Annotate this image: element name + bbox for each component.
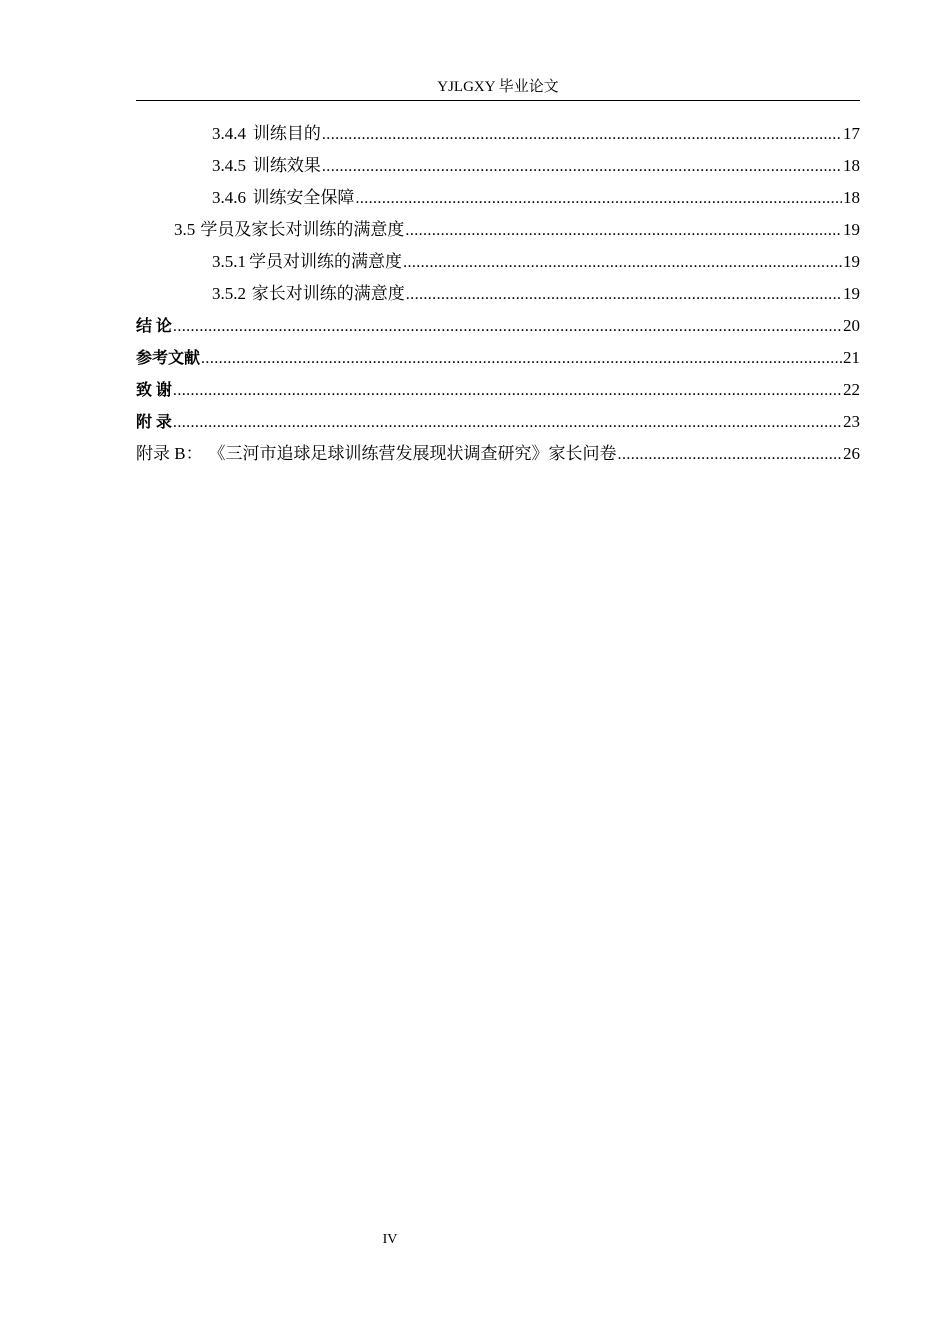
toc-entry-page: 17 xyxy=(843,124,860,143)
toc-entry-3-5-1[interactable] xyxy=(136,246,860,278)
toc-entry-title: 家长对训练的满意度 xyxy=(251,284,405,303)
toc-dot-leader xyxy=(173,311,842,343)
toc-entry-3-4-4[interactable] xyxy=(136,118,860,150)
toc-entry-page: 19 xyxy=(843,252,860,271)
table-of-contents xyxy=(136,118,860,470)
toc-entry-title: 学员及家长对训练的满意度 xyxy=(200,220,405,239)
toc-entry-page: 21 xyxy=(843,348,860,367)
toc-entry-title: 致谢 xyxy=(136,380,172,399)
toc-entry-appendix[interactable] xyxy=(136,406,860,438)
toc-dot-leader xyxy=(322,151,842,183)
toc-dot-leader xyxy=(406,279,842,311)
toc-dot-leader xyxy=(173,407,842,439)
page-header-title: YJLGXY 毕业论文 xyxy=(437,79,559,95)
toc-entry-3-4-6[interactable] xyxy=(136,182,860,214)
toc-entry-title: 《三河市追球足球训练营发展现状调查研究》家长问卷 xyxy=(208,444,617,463)
toc-entry-number: 3.4.6 xyxy=(212,188,246,207)
toc-entry-title: 训练安全保障 xyxy=(252,188,355,207)
toc-entry-acknowledgements[interactable] xyxy=(136,374,860,406)
toc-entry-page: 19 xyxy=(843,220,860,239)
header-divider xyxy=(136,100,860,101)
toc-entry-number: 3.5.1 xyxy=(212,252,246,271)
toc-entry-3-5-2[interactable] xyxy=(136,278,860,310)
toc-entry-page: 19 xyxy=(843,284,860,303)
toc-dot-leader xyxy=(322,119,842,151)
toc-entry-number: 3.5 xyxy=(174,220,196,239)
toc-entry-page: 22 xyxy=(843,380,860,399)
toc-entry-title: 训练效果 xyxy=(252,156,321,175)
toc-entry-page: 18 xyxy=(843,188,860,207)
toc-entry-page: 20 xyxy=(843,316,860,335)
page-number: IV xyxy=(382,1232,398,1247)
toc-entry-appendix-b[interactable] xyxy=(136,438,860,470)
toc-entry-number: 3.4.4 xyxy=(212,124,246,143)
toc-dot-leader xyxy=(403,247,842,279)
toc-entry-title: 学员对训练的满意度 xyxy=(249,252,403,271)
toc-entry-title: 参考文献 xyxy=(136,348,201,367)
toc-entry-page: 18 xyxy=(843,156,860,175)
toc-entry-title: 训练目的 xyxy=(252,124,321,143)
toc-dot-leader xyxy=(405,215,842,247)
toc-dot-leader xyxy=(355,183,842,215)
toc-entry-number: 3.4.5 xyxy=(212,156,246,175)
toc-entry-conclusion[interactable] xyxy=(136,310,860,342)
toc-dot-leader xyxy=(618,439,842,471)
toc-entry-number: 附录 B： xyxy=(136,444,203,463)
toc-dot-leader xyxy=(173,375,842,407)
toc-entry-title: 附录 xyxy=(136,412,172,431)
toc-entry-page: 23 xyxy=(843,412,860,431)
toc-entry-3-4-5[interactable] xyxy=(136,150,860,182)
toc-entry-page: 26 xyxy=(843,444,860,463)
toc-dot-leader xyxy=(201,343,842,375)
toc-entry-references[interactable] xyxy=(136,342,860,374)
toc-entry-3-5[interactable] xyxy=(136,214,860,246)
toc-entry-title: 结论 xyxy=(136,316,172,335)
toc-entry-number: 3.5.2 xyxy=(212,284,246,303)
